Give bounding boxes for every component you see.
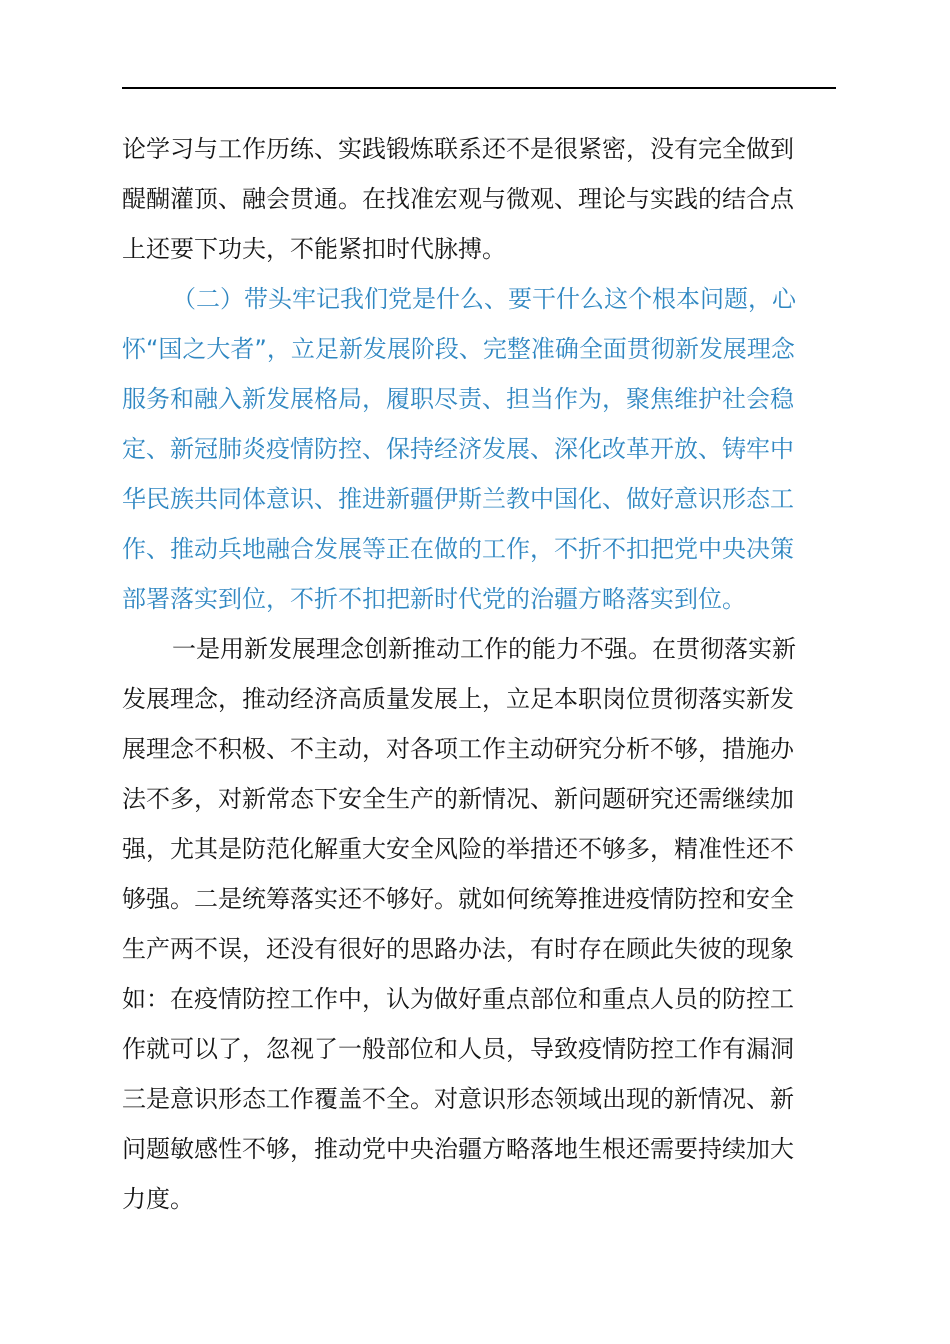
para3-line-6: 够强。二是统筹落实还不够好。就如何统筹推进疫情防控和安全	[122, 885, 794, 913]
heading2-line-1: （二）带头牢记我们党是什么、要干什么这个根本问题，心	[172, 285, 796, 313]
heading2-line-6: 作、推动兵地融合发展等正在做的工作，不折不扣把党中央决策	[122, 535, 794, 563]
para3-line-9: 作就可以了，忽视了一般部位和人员，导致疫情防控工作有漏洞	[122, 1035, 794, 1063]
para3-line-10: 三是意识形态工作覆盖不全。对意识形态领域出现的新情况、新	[122, 1085, 794, 1113]
heading2-line-2: 怀“国之大者”，立足新发展阶段、完整准确全面贯彻新发展理念	[122, 335, 795, 363]
header-rule	[122, 87, 836, 89]
heading2-line-5: 华民族共同体意识、推进新疆伊斯兰教中国化、做好意识形态工	[122, 485, 794, 513]
para3-line-4: 法不多，对新常态下安全生产的新情况、新问题研究还需继续加	[122, 785, 794, 813]
para3-line-2: 发展理念，推动经济高质量发展上，立足本职岗位贯彻落实新发	[122, 685, 794, 713]
para3-line-7: 生产两不误，还没有很好的思路办法，有时存在顾此失彼的现象	[122, 935, 794, 963]
para1-line-2: 醍醐灌顶、融会贯通。在找准宏观与微观、理论与实践的结合点	[122, 185, 794, 213]
heading2-line-4: 定、新冠肺炎疫情防控、保持经济发展、深化改革开放、铸牢中	[122, 435, 794, 463]
para1-line-3: 上还要下功夫，不能紧扣时代脉搏。	[122, 235, 506, 263]
para3-line-11: 问题敏感性不够，推动党中央治疆方略落地生根还需要持续加大	[122, 1135, 794, 1163]
heading2-line-7: 部署落实到位，不折不扣把新时代党的治疆方略落实到位。	[122, 585, 746, 613]
para1-line-1: 论学习与工作历练、实践锻炼联系还不是很紧密，没有完全做到	[122, 135, 794, 163]
para3-line-5: 强，尤其是防范化解重大安全风险的举措还不够多，精准性还不	[122, 835, 794, 863]
para3-line-12: 力度。	[122, 1185, 194, 1213]
para3-line-1: 一是用新发展理念创新推动工作的能力不强。在贯彻落实新	[172, 635, 796, 663]
para3-line-8: 如：在疫情防控工作中，认为做好重点部位和重点人员的防控工	[122, 985, 794, 1013]
para3-line-3: 展理念不积极、不主动，对各项工作主动研究分析不够，措施办	[122, 735, 794, 763]
heading2-line-3: 服务和融入新发展格局，履职尽责、担当作为，聚焦维护社会稳	[122, 385, 794, 413]
